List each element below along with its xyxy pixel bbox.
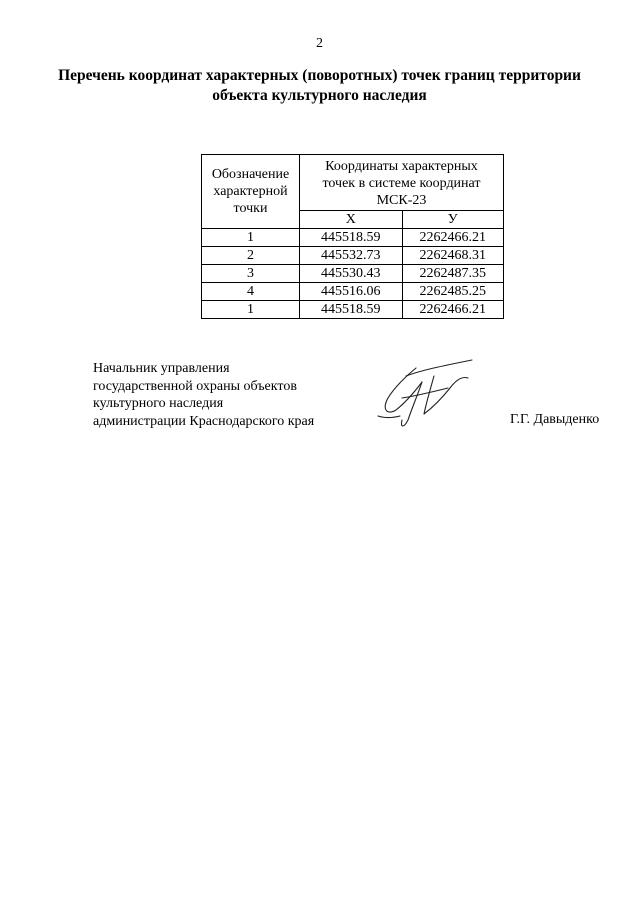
cell-point: 1 <box>202 229 300 247</box>
cell-x: 445518.59 <box>300 229 403 247</box>
handwritten-signature <box>372 354 482 432</box>
signatory-position <box>93 360 314 430</box>
document-title <box>40 66 599 106</box>
header-x: X <box>300 211 403 229</box>
signer-name: Г.Г. Давыденко <box>510 412 600 427</box>
cell-x: 445530.43 <box>300 265 403 283</box>
cell-y: 2262466.21 <box>402 229 504 247</box>
position-line-2: государственной охраны объектов <box>93 378 297 394</box>
cell-point: 1 <box>202 301 300 319</box>
cell-point: 3 <box>202 265 300 283</box>
position-line-3: культурного наследия <box>93 396 224 411</box>
cell-x: 445532.73 <box>300 247 403 265</box>
table-row <box>202 247 504 265</box>
document-title-line-1: Перечень координат характерных (поворотных) точек границ территории <box>58 67 581 84</box>
cell-x: 445516.06 <box>300 283 403 301</box>
cell-y: 2262485.25 <box>402 283 504 301</box>
header-coordinates: Координаты характерных точек в системе координат МСК-23 <box>300 155 504 211</box>
table-row <box>202 229 504 247</box>
header-y: У <box>402 211 504 229</box>
document-title-line-2: объекта культурного наследия <box>212 87 427 104</box>
table-row <box>202 265 504 283</box>
cell-point: 2 <box>202 247 300 265</box>
cell-y: 2262466.21 <box>402 301 504 319</box>
cell-x: 445518.59 <box>300 301 403 319</box>
coordinates-table <box>201 154 504 319</box>
cell-y: 2262487.35 <box>402 265 504 283</box>
position-line-4: администрации Краснодарского края <box>93 413 315 429</box>
cell-point: 4 <box>202 283 300 301</box>
table-header-row <box>202 155 504 211</box>
position-line-1: Начальник управления <box>93 361 230 376</box>
header-point-designation: Обозначение характерной точки <box>202 155 300 229</box>
cell-y: 2262468.31 <box>402 247 504 265</box>
table-row <box>202 301 504 319</box>
table-row <box>202 283 504 301</box>
page-number: 2 <box>316 36 323 51</box>
